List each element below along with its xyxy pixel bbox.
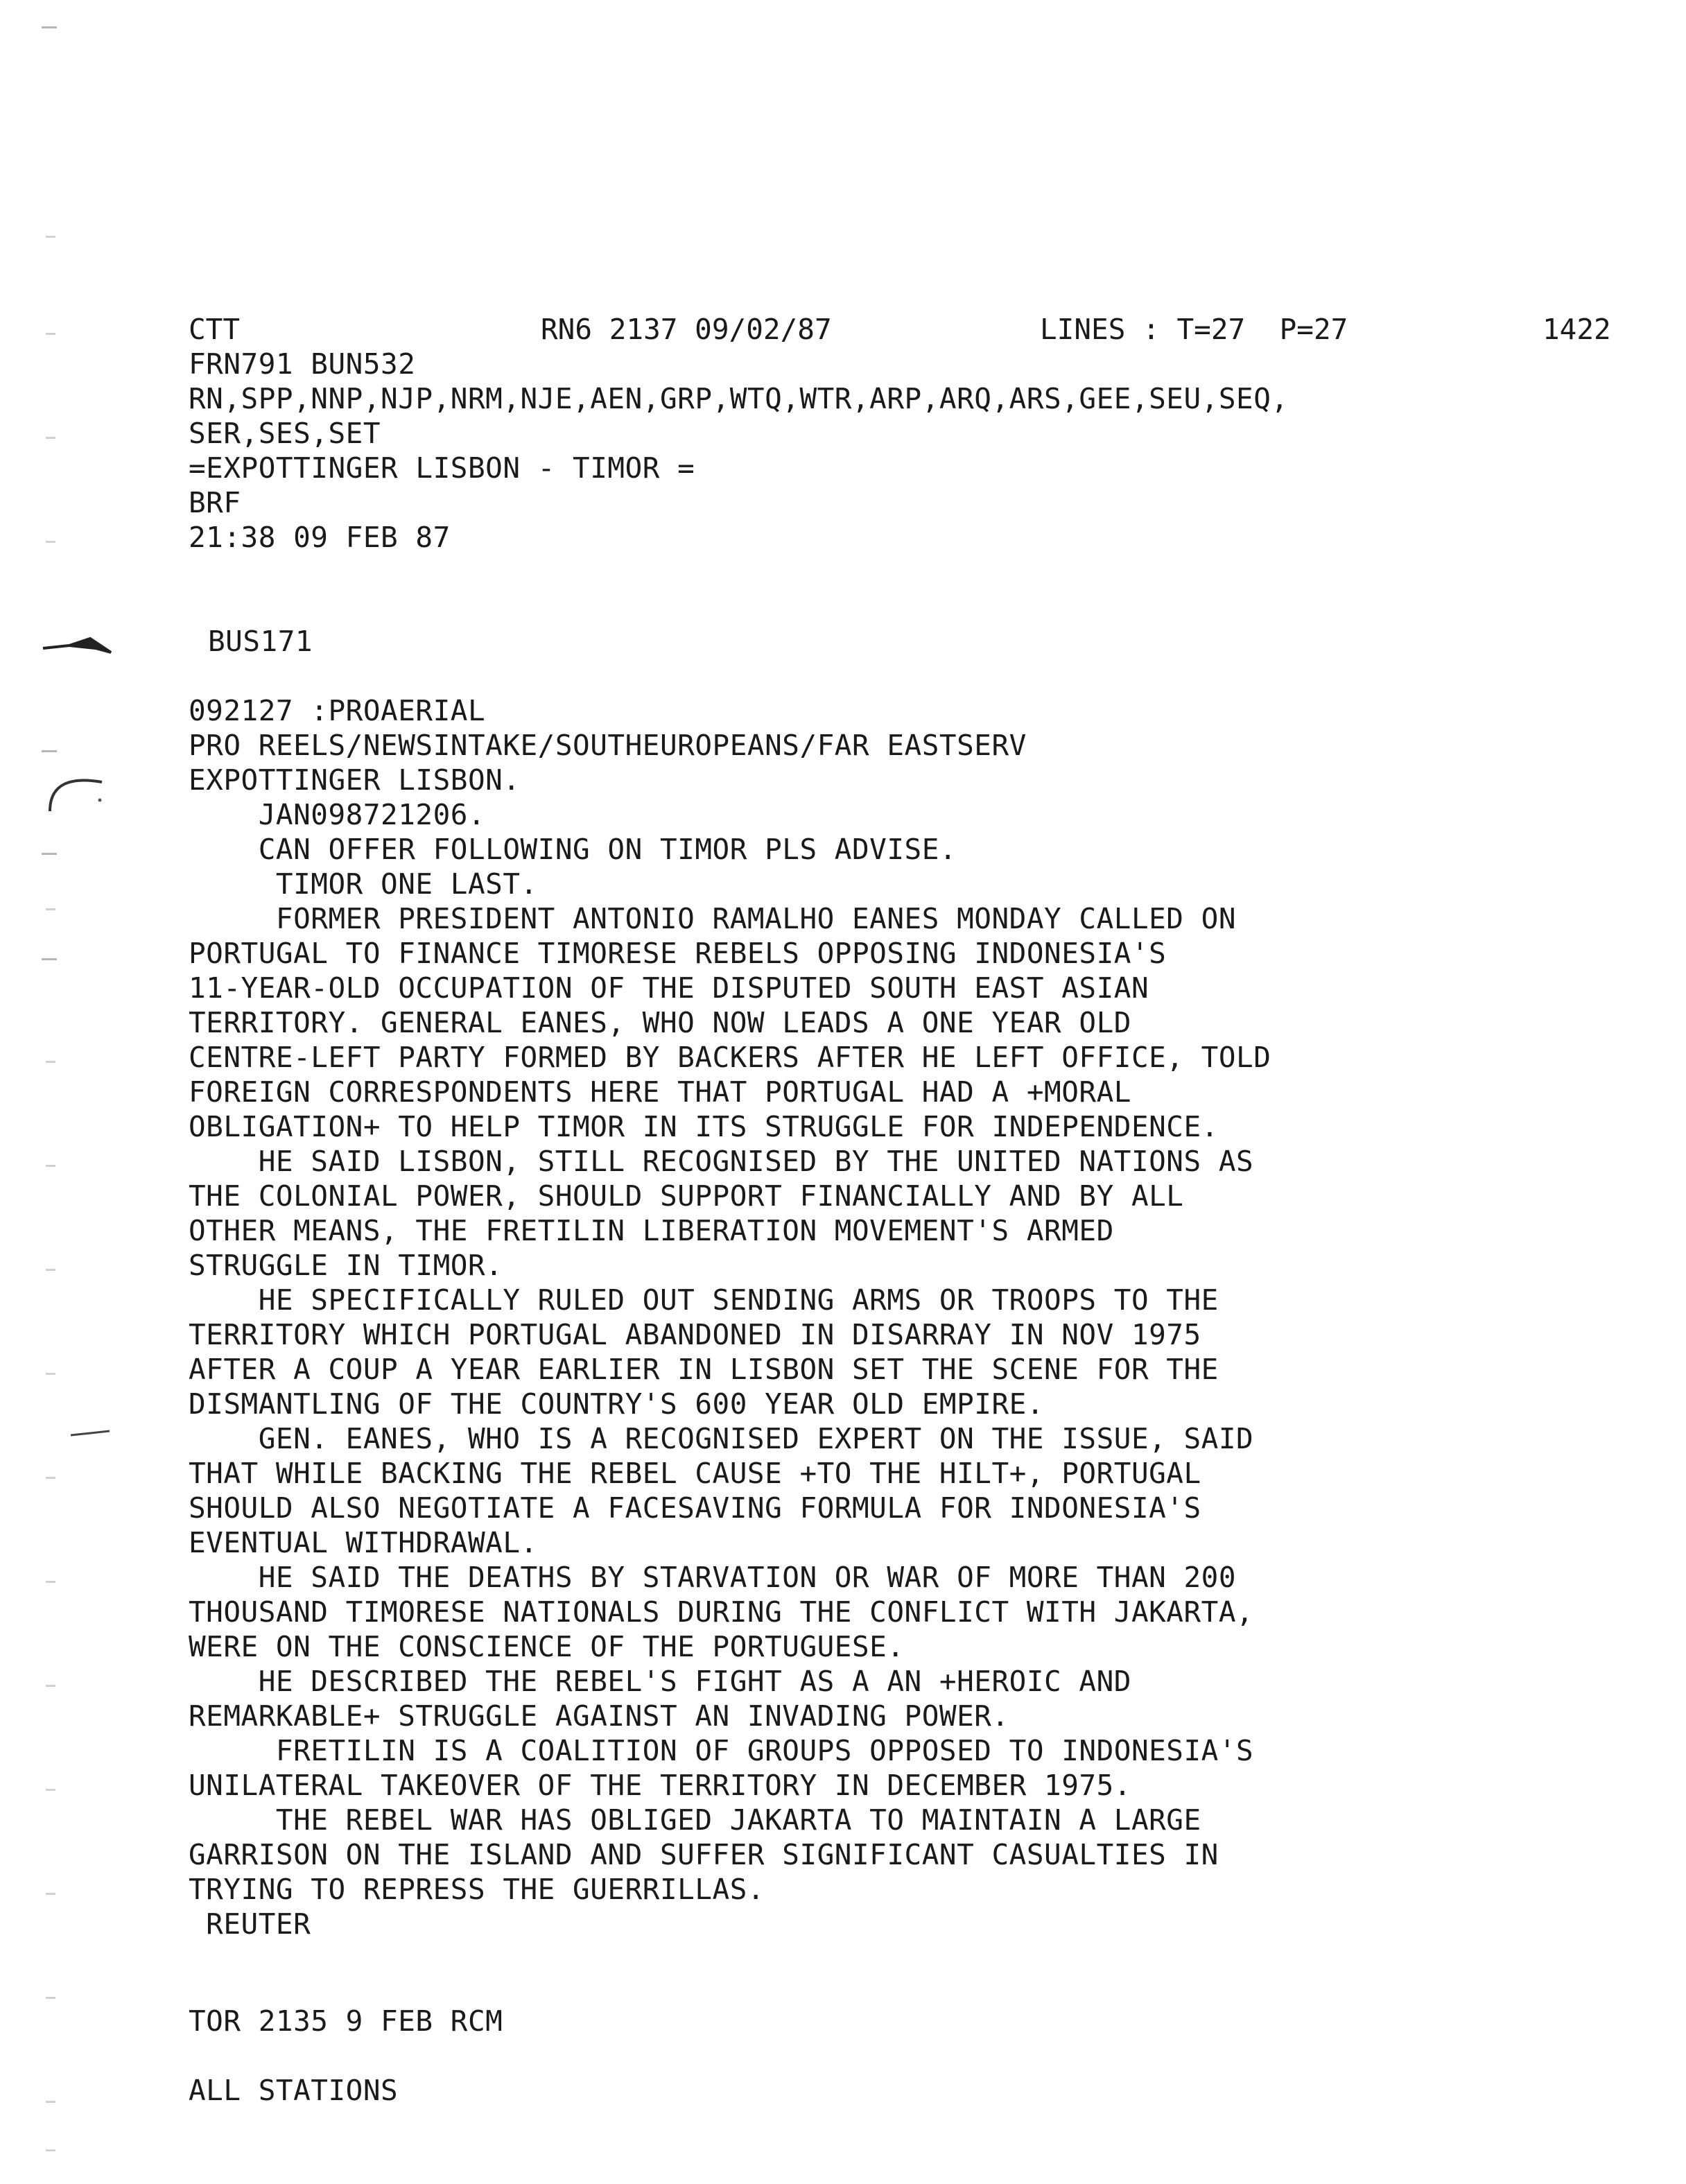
intro-line: CAN OFFER FOLLOWING ON TIMOR PLS ADVISE. <box>189 833 957 866</box>
footer-stations: ALL STATIONS <box>189 2074 399 2107</box>
body-line: WERE ON THE CONSCIENCE OF THE PORTUGUESE. <box>189 1630 905 1663</box>
routing-line: FRN791 BUN532 <box>189 347 416 381</box>
margin-mark <box>46 1685 55 1687</box>
body-line: FOREIGN CORRESPONDENTS HERE THAT PORTUGAL HAD A +MORAL <box>189 1075 1131 1109</box>
body-line: THE COLONIAL POWER, SHOULD SUPPORT FINANCIALLY AND BY ALL <box>189 1179 1184 1213</box>
footer-tor: TOR 2135 9 FEB RCM <box>189 2004 503 2038</box>
margin-mark <box>46 1269 55 1271</box>
body-line: TERRITORY WHICH PORTUGAL ABANDONED IN DISARRAY IN NOV 1975 <box>189 1318 1201 1351</box>
body-line: HE SPECIFICALLY RULED OUT SENDING ARMS OR TROOPS TO THE <box>189 1283 1219 1317</box>
intro-line: TIMOR ONE LAST. <box>189 867 538 901</box>
intro-line: PRO REELS/NEWSINTAKE/SOUTHEUROPEANS/FAR EASTSERV <box>189 729 1027 762</box>
margin-mark <box>46 541 55 543</box>
header-ref: RN6 2137 09/02/87 <box>541 313 832 346</box>
body-line: STRUGGLE IN TIMOR. <box>189 1249 503 1282</box>
body-line: FRETILIN IS A COALITION OF GROUPS OPPOSED TO INDONESIA'S <box>189 1734 1254 1767</box>
margin-mark <box>46 1373 55 1375</box>
header-number: 1422 <box>1542 313 1611 346</box>
header-code: CTT <box>189 313 241 346</box>
intro-line: JAN098721206. <box>189 798 486 831</box>
body-line: HE DESCRIBED THE REBEL'S FIGHT AS A AN +HEROIC AND <box>189 1665 1131 1698</box>
arrow-icon <box>42 627 118 655</box>
story-slug: BUS171 <box>208 625 313 658</box>
body-line: GEN. EANES, WHO IS A RECOGNISED EXPERT ON THE ISSUE, SAID <box>189 1422 1254 1455</box>
margin-mark <box>46 1165 55 1167</box>
margin-mark <box>46 1789 55 1791</box>
body-line: AFTER A COUP A YEAR EARLIER IN LISBON SET THE SCENE FOR THE <box>189 1353 1219 1386</box>
margin-mark <box>46 1997 55 1999</box>
margin-mark <box>42 750 57 752</box>
body-line: 11-YEAR-OLD OCCUPATION OF THE DISPUTED SOUTH EAST ASIAN <box>189 971 1149 1005</box>
margin-mark <box>46 2149 55 2151</box>
margin-mark <box>46 908 55 910</box>
margin-mark <box>46 1893 55 1895</box>
body-line: TERRITORY. GENERAL EANES, WHO NOW LEADS A ONE YEAR OLD <box>189 1006 1131 1039</box>
body-line: CENTRE-LEFT PARTY FORMED BY BACKERS AFTER HE LEFT OFFICE, TOLD <box>189 1041 1271 1074</box>
body-line: DISMANTLING OF THE COUNTRY'S 600 YEAR OLD EMPIRE. <box>189 1387 1045 1421</box>
margin-mark <box>46 333 55 335</box>
margin-mark <box>42 26 57 28</box>
body-line: PORTUGAL TO FINANCE TIMORESE REBELS OPPOSING INDONESIA'S <box>189 937 1167 970</box>
curve-mark-icon <box>43 770 112 818</box>
margin-mark <box>46 2101 55 2103</box>
margin-mark <box>46 236 55 238</box>
intro-line: EXPOTTINGER LISBON. <box>189 763 521 797</box>
body-line: HE SAID LISBON, STILL RECOGNISED BY THE UNITED NATIONS AS <box>189 1145 1254 1178</box>
body-line: UNILATERAL TAKEOVER OF THE TERRITORY IN DECEMBER 1975. <box>189 1769 1131 1802</box>
dash-mark-icon <box>69 1428 111 1449</box>
margin-mark <box>46 1061 55 1063</box>
body-line: THE REBEL WAR HAS OBLIGED JAKARTA TO MAINTAIN A LARGE <box>189 1803 1201 1837</box>
margin-mark <box>46 1477 55 1479</box>
body-line: REMARKABLE+ STRUGGLE AGAINST AN INVADING POWER. <box>189 1699 1009 1733</box>
body-line: TRYING TO REPRESS THE GUERRILLAS. <box>189 1873 765 1906</box>
header-lines: LINES : T=27 P=27 <box>1040 313 1348 346</box>
margin-mark <box>42 958 57 960</box>
body-line: OBLIGATION+ TO HELP TIMOR IN ITS STRUGGLE FOR INDEPENDENCE. <box>189 1110 1219 1143</box>
body-line: FORMER PRESIDENT ANTONIO RAMALHO EANES MONDAY CALLED ON <box>189 902 1237 935</box>
routing-line: BRF <box>189 486 241 519</box>
margin-mark <box>42 853 57 855</box>
body-line: THOUSAND TIMORESE NATIONALS DURING THE CONFLICT WITH JAKARTA, <box>189 1595 1254 1629</box>
body-line: SHOULD ALSO NEGOTIATE A FACESAVING FORMULA FOR INDONESIA'S <box>189 1491 1201 1525</box>
margin-mark <box>46 1581 55 1583</box>
routing-line: RN,SPP,NNP,NJP,NRM,NJE,AEN,GRP,WTQ,WTR,ARP,ARQ,ARS,GEE,SEU,SEQ, <box>189 382 1289 415</box>
routing-line: =EXPOTTINGER LISBON - TIMOR = <box>189 451 695 485</box>
body-line: HE SAID THE DEATHS BY STARVATION OR WAR OF MORE THAN 200 <box>189 1561 1237 1594</box>
routing-line: SER,SES,SET <box>189 417 381 450</box>
margin-mark <box>46 437 55 439</box>
body-line: THAT WHILE BACKING THE REBEL CAUSE +TO THE HILT+, PORTUGAL <box>189 1457 1201 1490</box>
routing-line: 21:38 09 FEB 87 <box>189 521 451 554</box>
body-line: EVENTUAL WITHDRAWAL. <box>189 1526 538 1559</box>
body-line: OTHER MEANS, THE FRETILIN LIBERATION MOVEMENT'S ARMED <box>189 1214 1114 1247</box>
intro-line: 092127 :PROAERIAL <box>189 694 486 727</box>
sign-off: REUTER <box>189 1907 311 1941</box>
body-line: GARRISON ON THE ISLAND AND SUFFER SIGNIFICANT CASUALTIES IN <box>189 1838 1219 1871</box>
